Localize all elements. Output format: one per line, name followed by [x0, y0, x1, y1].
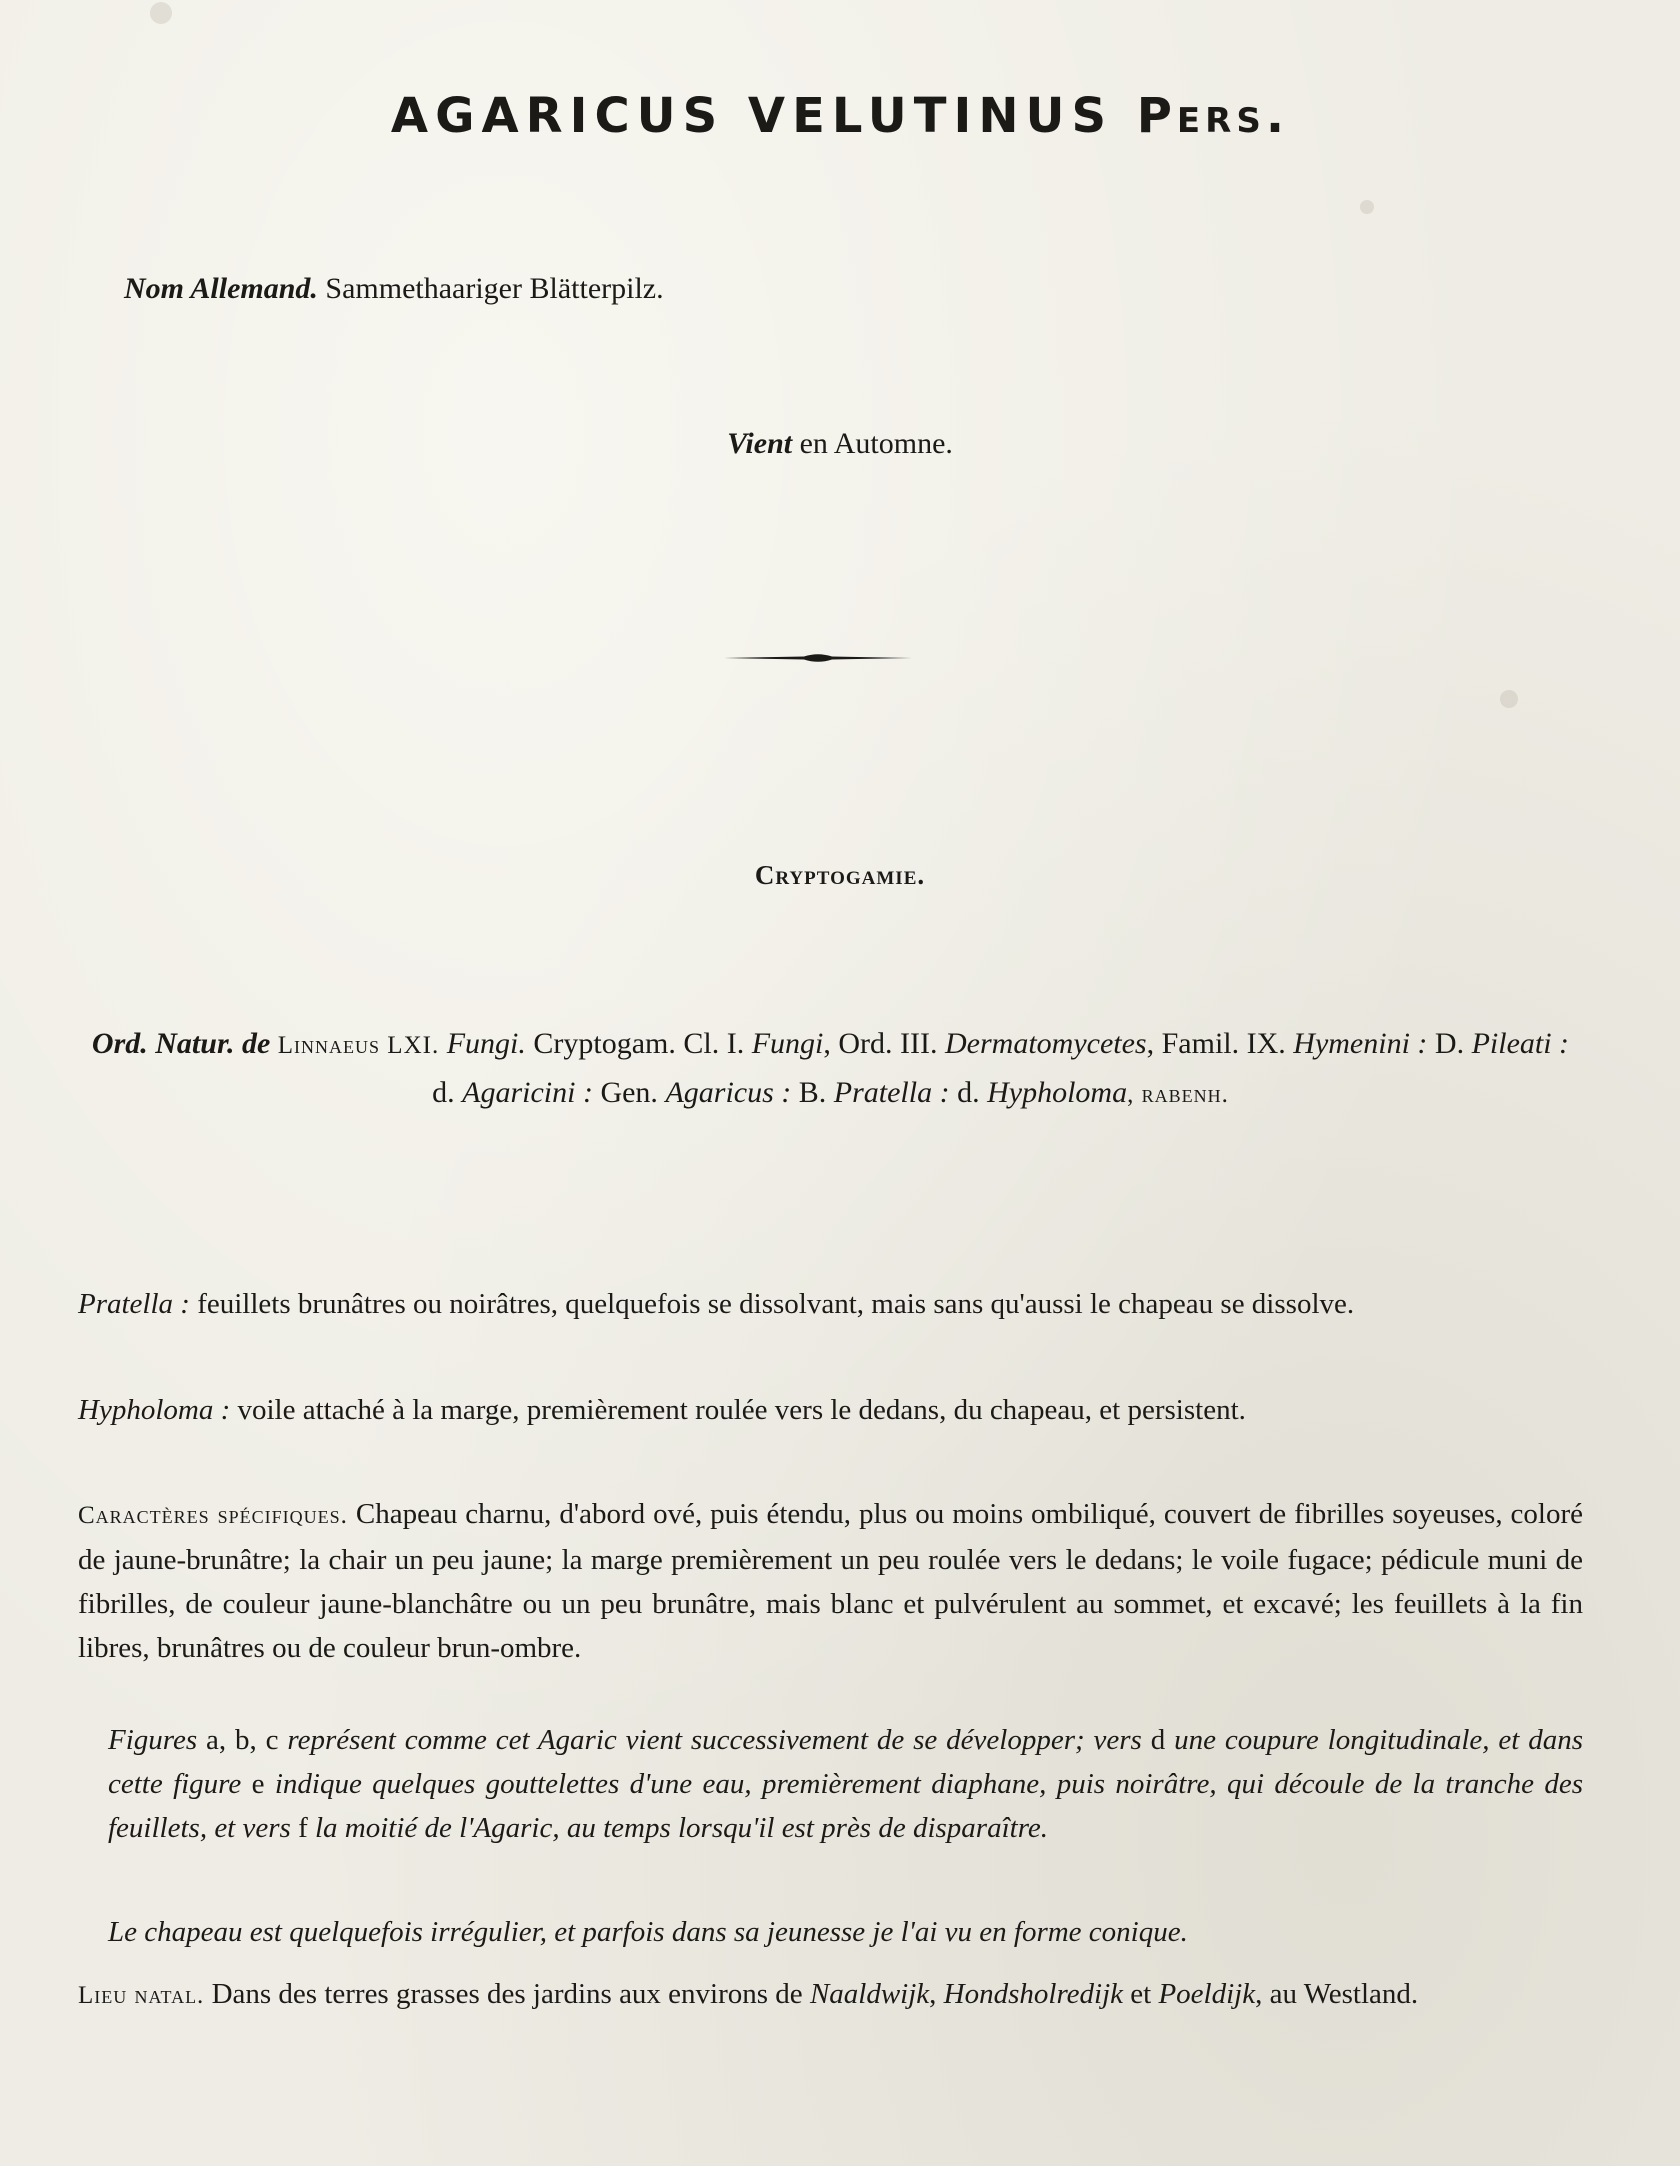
- taxonomy-text: Pileati :: [1471, 1027, 1570, 1060]
- figures-text: Figures: [108, 1724, 198, 1756]
- habitat-label: Lieu natal.: [78, 1982, 205, 2009]
- paper-speck: [150, 2, 172, 24]
- taxonomy-text: B.: [798, 1076, 827, 1109]
- characters-label: Caractères spécifiques.: [78, 1502, 348, 1529]
- habitat-text: et: [1130, 1978, 1152, 2010]
- german-name-label: Nom Allemand.: [124, 272, 318, 305]
- taxonomy-text: Agaricus :: [665, 1076, 792, 1109]
- paper-speck: [1360, 200, 1374, 214]
- figure-letter: d: [1150, 1724, 1166, 1756]
- figures-text: la moitié de l'Agaric, au temps lorsqu'il est près de disparaître.: [314, 1812, 1049, 1844]
- pratella-label: Pratella :: [78, 1288, 190, 1320]
- taxonomy-text: Hypholoma: [987, 1076, 1128, 1109]
- pratella-paragraph: [78, 1282, 1583, 1327]
- taxonomy-text: Cryptogam. Cl. I.: [533, 1027, 745, 1060]
- season-label: Vient: [727, 427, 793, 460]
- place-name: Naaldwijk: [809, 1978, 930, 2010]
- characters-text: Chapeau charnu, d'abord ové, puis étendu, plus ou moins ombiliqué, couvert de fibrilles soyeuses, coloré de jaune-brunâtre; la chair un peu jaune; la marge premièrement un peu roulée vers le dedans; le voile fugace; pédicule muni de fibrilles, de couleur jaune-blanchâtre ou un peu brunâtre, mais blanc et pulvérulent au sommet, et excavé; les feuillets à la fin libres, brunâtres ou de couleur brun-ombre.: [78, 1498, 1583, 1664]
- figures-text: représent comme cet Agaric vient successivement de se développer; vers: [287, 1724, 1142, 1756]
- place-name: Hondsholredijk: [943, 1978, 1124, 2010]
- taxonomy-text: Fungi.: [446, 1027, 526, 1060]
- taxonomy-text: D.: [1434, 1027, 1465, 1060]
- taxonomy-text: , Famil. IX.: [1146, 1027, 1286, 1060]
- species-name: AGARICUS VELUTINUS: [390, 88, 1114, 144]
- section-heading: Cryptogamie.: [754, 860, 926, 890]
- figure-letter: e: [251, 1768, 265, 1800]
- habitat-text: ,: [929, 1978, 937, 2010]
- german-name-value: Sammethaariger Blätterpilz.: [325, 272, 664, 305]
- taxonomy-text: d.: [957, 1076, 980, 1109]
- figure-letters: a, b, c: [206, 1724, 279, 1756]
- species-title: [0, 88, 1680, 144]
- taxonomy-text: Fungi: [751, 1027, 824, 1060]
- taxonomy-paragraph: [78, 1020, 1583, 1118]
- figures-paragraph: [108, 1718, 1583, 1850]
- paper-speck: [1500, 690, 1518, 708]
- taxonomy-text: d.: [432, 1076, 455, 1109]
- ornamental-rule: [724, 650, 912, 666]
- place-name: Poeldijk: [1158, 1978, 1256, 2010]
- habitat-text: Dans des terres grasses des jardins aux environs de: [211, 1978, 803, 2010]
- figures-text: indique quelques gouttelettes d'une eau, premièrement diaphane, puis noirâtre, qui découle de la tranche des feuillets, et vers: [108, 1768, 1584, 1844]
- taxonomy-text: Gen.: [600, 1076, 658, 1109]
- taxonomy-text: , rabenh.: [1127, 1081, 1229, 1108]
- taxonomy-text: Hymenini :: [1293, 1027, 1428, 1060]
- hypholoma-paragraph: [78, 1388, 1583, 1433]
- taxonomy-text: Linnaeus LXI.: [277, 1032, 440, 1059]
- taxonomy-text: Dermatomycetes: [945, 1027, 1147, 1060]
- hypholoma-label: Hypholoma :: [78, 1394, 231, 1426]
- species-author: Pers.: [1136, 88, 1290, 144]
- taxonomy-text: , Ord. III.: [823, 1027, 938, 1060]
- season-value: en Automne.: [799, 427, 953, 460]
- pratella-text: feuillets brunâtres ou noirâtres, quelquefois se dissolvant, mais sans qu'aussi le chapeau se dissolve.: [197, 1288, 1355, 1320]
- taxonomy-text: Agaricini :: [462, 1076, 593, 1109]
- taxonomy-text: Pratella :: [833, 1076, 950, 1109]
- hypholoma-text: voile attaché à la marge, premièrement roulée vers le dedans, du chapeau, et persistent.: [237, 1394, 1246, 1426]
- figure-letter: f: [298, 1812, 308, 1844]
- habitat-text: , au Westland.: [1255, 1978, 1419, 2010]
- chapeau-note-paragraph: Le chapeau est quelquefois irrégulier, et parfois dans sa jeunesse je l'ai vu en forme conique.: [108, 1916, 1188, 1948]
- season-line: [0, 427, 1680, 461]
- figures-text: une coupure longitudinale, et dans cette figure: [108, 1724, 1584, 1800]
- taxonomy-text: Ord. Natur. de: [91, 1027, 271, 1060]
- characters-paragraph: [78, 1492, 1583, 1670]
- habitat-paragraph: [78, 1972, 1583, 2018]
- german-name-line: [124, 272, 664, 306]
